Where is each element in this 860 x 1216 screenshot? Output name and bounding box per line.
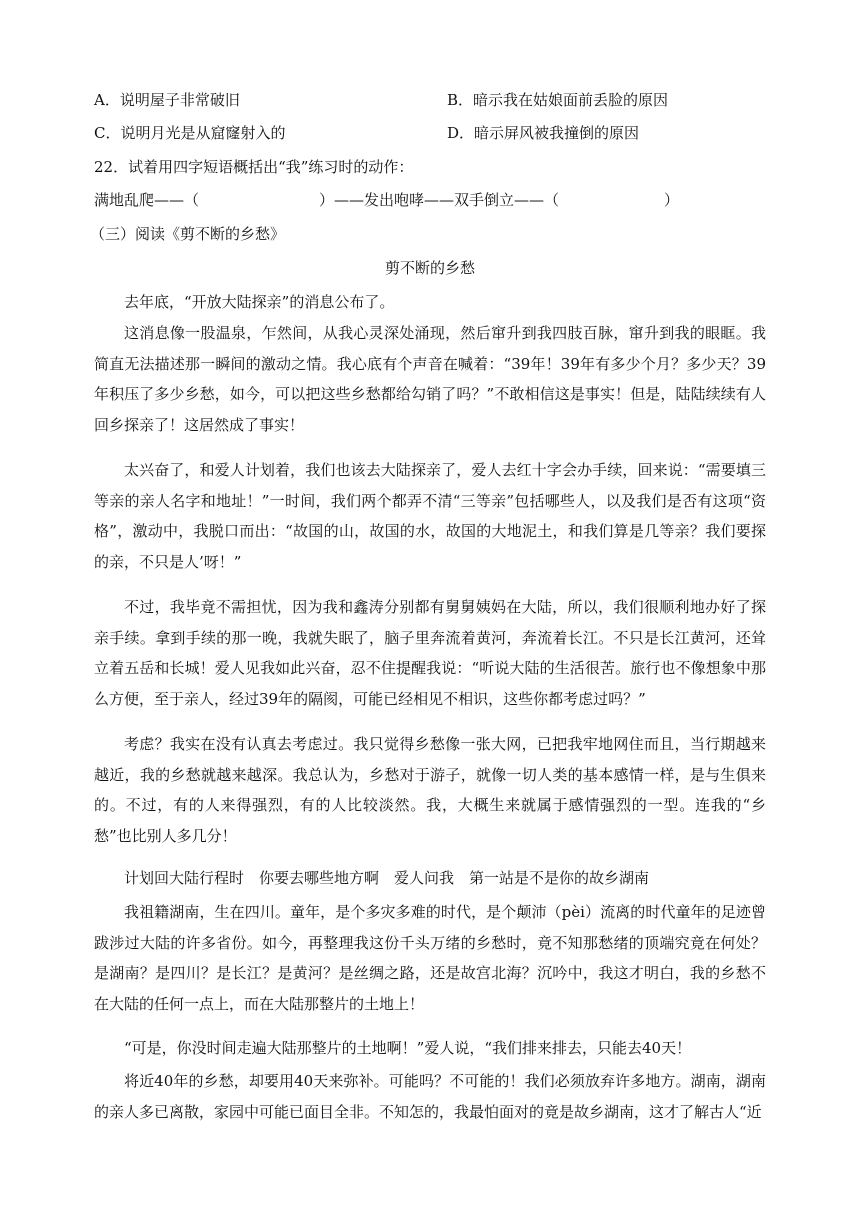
paragraph-7: 我祖籍湖南，生在四川。童年，是个多灾多难的时代，是个颠沛（pèi）流离的时代童年的足迹曾跋涉过大陆的许多省份。如今，再整理我这份千头万绪的乡愁时，竟不知那愁绪的顶端究竟在何处？是湖南？是四川？是长江？是黄河？是丝绸之路，还是故宫北海？沉吟中，我这才明白，我的乡愁不在大陆的任何一点上，而在大陆那整片的土地上！ xyxy=(94,903,766,1013)
option-b: B．暗示我在姑娘面前丢脸的原因 xyxy=(447,91,669,109)
paragraph-6: 计划回大陆行程时 你要去哪些地方啊 爱人问我 第一站是不是你的故乡湖南 xyxy=(124,869,650,887)
article-title: 剪不断的乡愁 xyxy=(384,259,475,277)
paragraph-4: 不过，我毕竟不需担忧，因为我和鑫涛分别都有舅舅姨妈在大陆，所以，我们很顺利地办好了探亲手续。拿到手续的那一晚，我就失眠了，脑子里奔流着黄河，奔流着长江。不只是长江黄河，还耸立着五岳和长城！爱人见我如此兴奋，忍不住提醒我说：“听说大陆的生活很苦。旅行也不像想象中那么方便，至于亲人，经过39年的隔阂，可能已经相见不相识，这些你都考虑过吗？” xyxy=(94,598,766,708)
section-heading: （三）阅读《剪不断的乡愁》 xyxy=(90,225,286,243)
option-d: D．暗示屏风被我撞倒的原因 xyxy=(447,124,640,142)
option-c: C．说明月光是从窟窿射入的 xyxy=(94,124,286,142)
question-22-answer-line: 满地乱爬——（ ）——发出咆哮——双手倒立——（ ） xyxy=(94,191,680,209)
paragraph-2: 这消息像一股温泉，乍然间，从我心灵深处涌现，然后窜升到我四肢百脉，窜升到我的眼眶。我简直无法描述那一瞬间的激动之情。我心底有个声音在喊着：“39年！39年有多少个月？多少天？39年积压了多少乡愁，如今，可以把这些乡愁都给勾销了吗？”不敢相信这是事实！但是，陆陆续续有人回乡探亲了！这居然成了事实！ xyxy=(94,324,766,434)
paragraph-3: 太兴奋了，和爱人计划着，我们也该去大陆探亲了，爱人去红十字会办手续，回来说：“需要填三等亲的亲人名字和地址！”一时间，我们两个都弄不清“三等亲”包括哪些人，以及我们是否有这项“资格”，激动中，我脱口而出：“故国的山，故国的水，故国的大地泥土，和我们算是几等亲？我们要探的亲，不只是人’呀！” xyxy=(94,461,766,571)
paragraph-1: 去年底，“开放大陆探亲”的消息公布了。 xyxy=(124,293,395,311)
paragraph-8: “可是，你没时间走遍大陆那整片的土地啊！”爱人说，“我们排来排去，只能去40天！ xyxy=(124,1039,692,1057)
paragraph-5: 考虑？我实在没有认真去考虑过。我只觉得乡愁像一张大网，已把我牢地网住而且，当行期越来越近，我的乡愁就越来越深。我总认为，乡愁对于游子，就像一切人类的基本感情一样，是与生俱来的。不过，有的人来得强烈，有的人比较淡然。我，大概生来就属于感情强烈的一型。连我的“乡愁”也比别人多几分！ xyxy=(94,735,766,845)
question-22: 22．试着用四字短语概括出“我”练习时的动作： xyxy=(94,158,414,176)
option-a: A．说明屋子非常破旧 xyxy=(94,91,240,109)
paragraph-9: 将近40年的乡愁，却要用40天来弥补。可能吗？不可能的！我们必须放弃许多地方。湖南，湖南的亲人多已离散，家园中可能已面目全非。不知怎的，我最怕面对的竟是故乡湖南，这才了解古人“近 xyxy=(94,1072,766,1121)
